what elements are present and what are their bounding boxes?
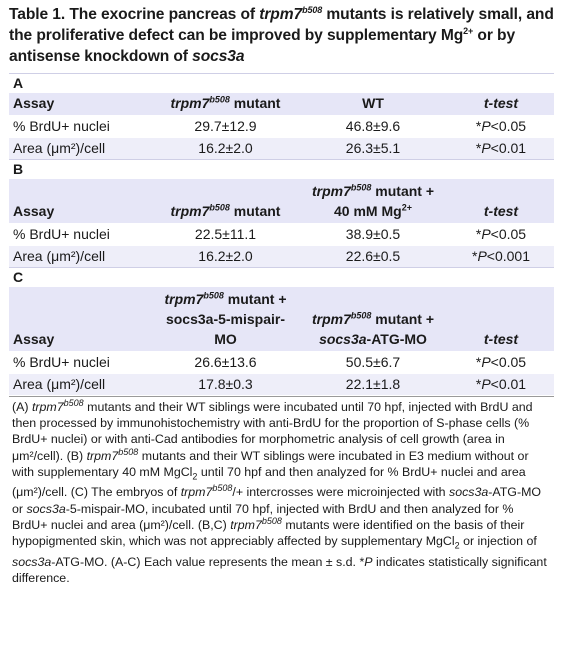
table-row (9, 223, 554, 245)
row-pvalue: *P<0.001 (471, 248, 530, 264)
title-mg-charge: 2+ (463, 25, 474, 36)
row-value-mutant: 16.2±2.0 (198, 248, 253, 264)
header-ttest: t-test (483, 331, 519, 347)
title-text-2: mutants is relatively small, and the proliferative defect can be improved by supplementary Mg (9, 6, 554, 44)
section-c-label: C (9, 267, 554, 287)
table-container (9, 4, 554, 586)
title-gene-2: socs3a (192, 48, 245, 65)
header-mutant-mispair: $trpm7^{b508}$ mutant + socs3a-5-mispair- MO (164, 290, 287, 347)
header-mutant-atg: $trpm7^{b508}$ mutant + socs3a-ATG-MO (311, 310, 435, 347)
header-mutant-mg: $trpm7^{b508}$ mutant + 40 mM $Mg^{2+}$ (311, 182, 435, 219)
table-row (9, 115, 554, 137)
section-a-label: A (9, 73, 554, 93)
header-ttest: t-test (483, 95, 519, 111)
title-text: Table 1. The exocrine pancreas of (9, 6, 260, 23)
header-mutant: $trpm7^{b508}$ mutant (170, 202, 281, 219)
row-assay: % BrdU+ nuclei (13, 118, 110, 134)
table-row (9, 373, 554, 395)
header-ttest: t-test (483, 203, 519, 219)
header-assay: Assay (13, 203, 55, 219)
row-value-mutant: 29.7±12.9 (194, 118, 257, 134)
title-allele: b508 (302, 4, 323, 15)
row-pvalue: *P<0.05 (475, 226, 527, 242)
row-pvalue: *P<0.05 (475, 118, 527, 134)
section-b-header (9, 179, 554, 223)
table-row (9, 351, 554, 373)
row-value-mutant: 16.2±2.0 (198, 140, 253, 156)
row-value-mispair: 26.6±13.6 (194, 354, 257, 370)
row-value-treated: 38.9±0.5 (345, 226, 401, 242)
row-value-treated: 22.6±0.5 (345, 248, 401, 264)
title-text-3: or by antisense knockdown of (9, 27, 516, 65)
table-title (9, 4, 554, 67)
row-assay: Area (μm²)/cell (13, 248, 106, 264)
row-pvalue: *P<0.01 (475, 140, 527, 156)
header-assay: Assay (13, 95, 55, 111)
row-value-control: 26.3±5.1 (345, 140, 401, 156)
row-value-mutant: 22.5±11.1 (194, 226, 257, 242)
table-row (9, 137, 554, 159)
row-assay: Area (μm²)/cell (13, 376, 106, 392)
row-assay: % BrdU+ nuclei (13, 354, 110, 370)
section-a-header (9, 93, 554, 115)
row-pvalue: *P<0.01 (475, 376, 527, 392)
row-value-mispair: 17.8±0.3 (198, 376, 253, 392)
section-b-label: B (9, 159, 554, 179)
row-pvalue: *P<0.05 (475, 354, 527, 370)
row-value-atg: 50.5±6.7 (345, 354, 401, 370)
row-assay: % BrdU+ nuclei (13, 226, 110, 242)
row-assay: Area (μm²)/cell (13, 140, 106, 156)
header-wt: WT (362, 95, 384, 111)
row-value-control: 46.8±9.6 (345, 118, 401, 134)
row-value-atg: 22.1±1.8 (345, 376, 401, 392)
header-assay: Assay (13, 331, 55, 347)
header-mutant: $trpm7^{b508}$ mutant (170, 94, 281, 111)
table-footnote: (A) $trpm7^{b508}$ mutants and their WT siblings were incubated until 70 hpf, injected with BrdU and then processed by immunohistochemistry with anti-BrdU for the proportion of S-phase cells (% BrdU+ nuclei) or with anti-Cad antibodies for morphometric analysis of cell growth (area in μm²/cell). (B) $trpm7^{b508}$ mutants and their WT siblings were incubated in E3 medium without or with supplementary 40 mM MgCl$_2$ until 70 hpf and then analyzed for % BrdU+ nuclei and area (μm²)/cell. (C) The embryos of $trpm7^{b508}/+$ intercrosses were microinjected with socs3a-ATG-MO or socs3a-5-mispair-MO, incubated until 70 hpf, injected with BrdU and then analyzed for % BrdU+ nuclei and area (μm²)/cell. (B,C) $trpm7^{b508}$ mutants were identified on the basis of their hypopigmented skin, which was not appreciably affected by supplementary MgCl$_2$ or injection of socs3a-ATG-MO. (A-C) Each value represents the mean ± s.d. *P indicates statistically significant difference. (9, 396, 554, 586)
section-c-header (9, 287, 554, 351)
title-gene: trpm7 (259, 6, 303, 23)
table-row (9, 245, 554, 267)
